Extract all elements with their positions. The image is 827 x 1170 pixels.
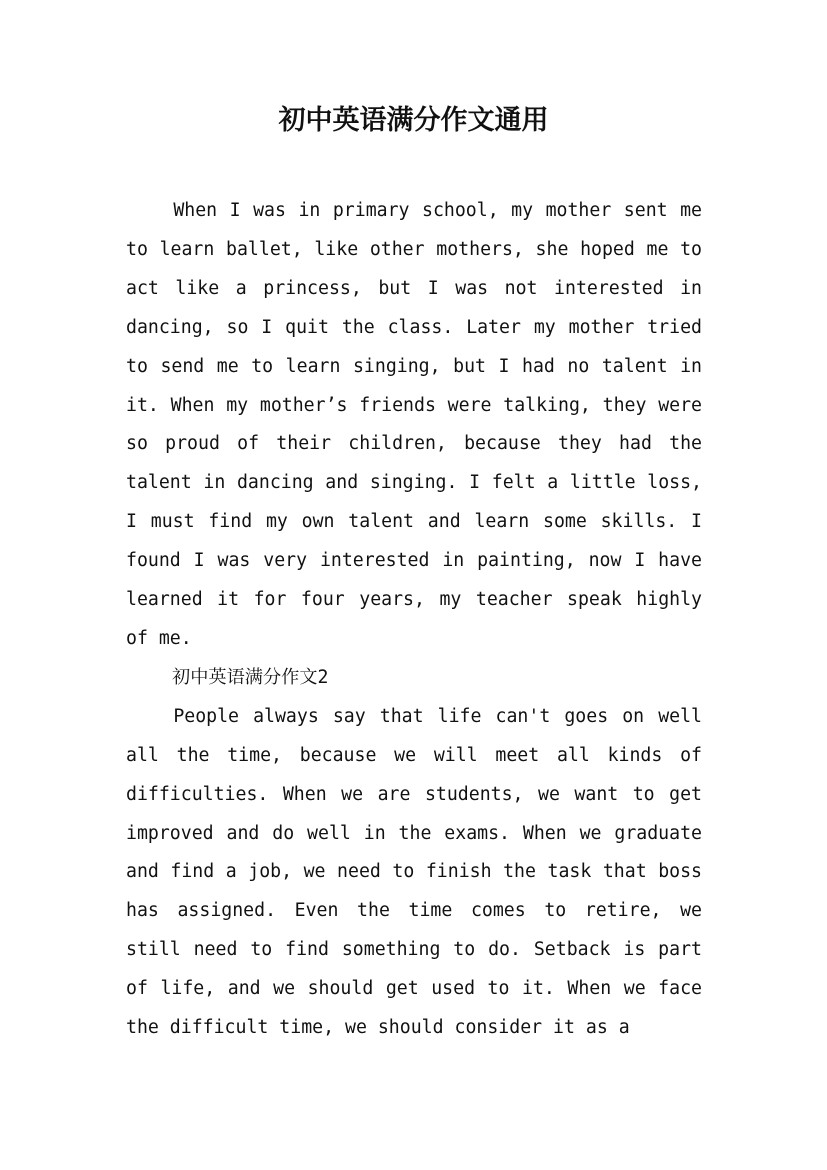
paragraph-2: People always say that life can't goes on well all the time, because we will meet all kinds of difficulties. When we are students, we want to get improved and do well in the exams. When we graduate and find a job, we need to finish the task that boss has assigned. Even the time comes to retire, we still need to find something to do. Setback is part of life, and we should get used to it. When we face the difficult time, we should consider it as a — [126, 705, 702, 1039]
paragraph-1: When I was in primary school, my mother sent me to learn ballet, like other mothers, she hoped me to act like a princess, but I was not interested in dancing, so I quit the class. Later my mother tried to send me to learn singing, but I had no talent in it. When my mother’s friends were talking, they were so proud of their children, because they had the talent in dancing and singing. I felt a little loss, I must find my own talent and learn some skills. I found I was very interested in painting, now I have learned it for four years, my teacher speak highly of me. — [126, 200, 702, 649]
document-body — [126, 192, 702, 1048]
section-heading: 初中英语满分作文2 — [172, 666, 329, 688]
document-title: 初中英语满分作文通用 — [278, 105, 549, 136]
